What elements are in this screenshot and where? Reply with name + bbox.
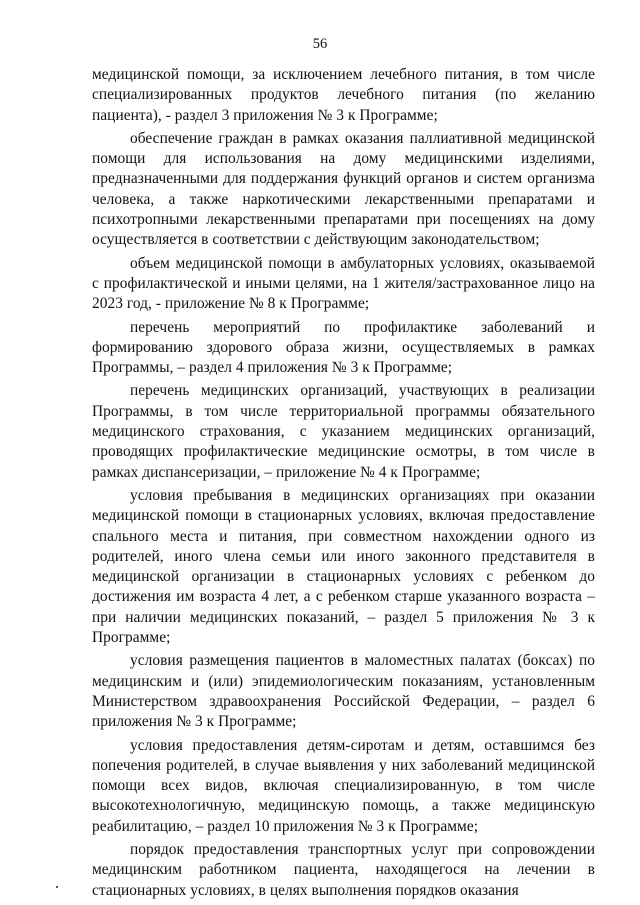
paragraph-8: условия предоставления детям-сиротам и детям, оставшимся без попечения родителей, в случае выявления у них заболеваний медицинской помощи всех видов, включая специализированную, в том числе высокотехнологичную, медицинскую помощь, а также медицинскую реабилитацию, – раздел 10 приложения № 3 к Программе;	[92, 736, 595, 835]
paragraph-3: объем медицинской помощи в амбулаторных условиях, оказываемой с профилактической и иными целями, на 1 жителя/застрахованное лицо на 2023 год, - приложение № 8 к Программе;	[92, 254, 595, 313]
paragraph-7: условия размещения пациентов в маломестных палатах (боксах) по медицинским и (или) эпидемиологическим показаниям, установленным Министерством здравоохранения Российской Федерации, – раздел 6 приложения № 3 к Программе;	[92, 652, 595, 731]
page-number: 56	[312, 36, 328, 52]
paragraph-1: медицинской помощи, за исключением лечебного питания, в том числе специализированных продуктов лечебного питания (по желанию пациента), - раздел 3 приложения № 3 к Программе;	[92, 66, 595, 124]
paragraph-5: перечень медицинских организаций, участвующих в реализации Программы, в том числе территориальной программы обязательного медицинского страхования, с указанием медицинских организаций, проводящих профилактические медицинские осмотры, в том числе в рамках диспансеризации, – приложение № 4 к Программе;	[92, 382, 595, 481]
paragraph-2: обеспечение граждан в рамках оказания паллиативной медицинской помощи для использования на дому медицинскими изделиями, предназначенными для поддержания функций органов и систем организма человека, а также наркотическими лекарственными препаратами и психотропными лекарственными препаратами при посещениях на дому осуществляется в соответствии с действующим законодательством;	[92, 129, 595, 249]
paragraph-4: перечень мероприятий по профилактике заболеваний и формированию здорового образа жизни, осуществляемых в рамках Программы, – раздел 4 приложения № 3 к Программе;	[92, 318, 595, 377]
paragraph-9: порядок предоставления транспортных услуг при сопровождении медицинским работником пациента, находящегося на лечении в стационарных условиях, в целях выполнения порядков оказания	[92, 840, 595, 899]
scan-speck	[56, 886, 58, 888]
document-body	[92, 65, 595, 904]
paragraph-6: условия пребывания в медицинских организациях при оказании медицинской помощи в стационарных условиях, включая предоставление спального места и питания, при совместном нахождении одного из родителей, иного члена семьи или иного законного представителя в медицинской организации в стационарных условиях с ребенком до достижения им возраста 4 лет, а с ребенком старше указанного возраста – при наличии медицинских показаний, – раздел 5 приложения № 3 к Программе;	[92, 486, 595, 647]
